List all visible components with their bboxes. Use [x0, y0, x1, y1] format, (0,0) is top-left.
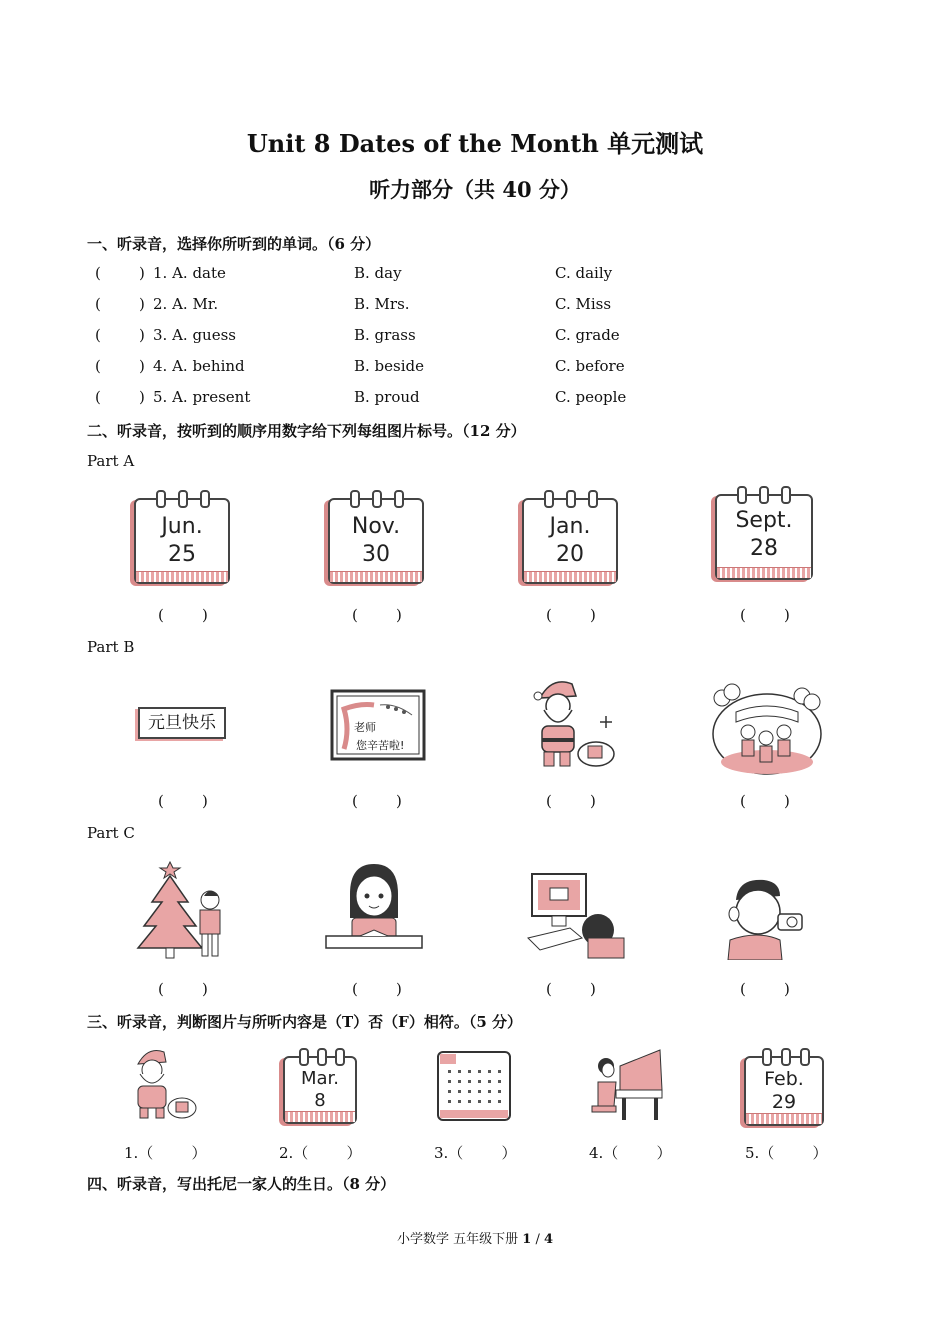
- option-a: 2. A. Mr.: [153, 295, 219, 313]
- santa-small-icon: [124, 1044, 200, 1122]
- footer-page: 1: [522, 1232, 532, 1247]
- tf-answer-3[interactable]: 3.（ ）: [434, 1144, 517, 1162]
- calendar-month: Mar.: [300, 1068, 340, 1089]
- option-c: C. before: [555, 357, 625, 375]
- calendar-day: 30: [362, 542, 390, 567]
- option-c: C. people: [555, 388, 627, 406]
- answer-blank[interactable]: ( ): [95, 357, 145, 375]
- christmas-tree-icon: [134, 860, 234, 962]
- girl-playing-piano-image: [586, 1046, 666, 1124]
- part-b-label: Part B: [87, 638, 135, 656]
- calendar-day: 20: [556, 542, 584, 567]
- answer-blank[interactable]: ( ): [546, 980, 596, 998]
- new-year-banner-image: [134, 703, 230, 743]
- tf-answer-5[interactable]: 5.（ ）: [745, 1144, 828, 1162]
- card-line-1: 老师: [354, 721, 376, 734]
- answer-blank[interactable]: ( ): [352, 606, 402, 624]
- footer-total: 4: [543, 1232, 554, 1247]
- calendar-nov-30: [328, 490, 424, 584]
- option-b: B. beside: [354, 357, 425, 375]
- option-b: B. day: [354, 264, 402, 282]
- tf-answer-1[interactable]: 1.（ ）: [124, 1144, 207, 1162]
- option-a: 4. A. behind: [153, 357, 245, 375]
- calendar-month: Jun.: [161, 514, 203, 539]
- santa-small-image: [124, 1044, 200, 1122]
- page-title: Unit 8 Dates of the Month 单元测试: [246, 129, 704, 158]
- option-b: B. Mrs.: [354, 295, 410, 313]
- calendar-jun-25: [134, 490, 230, 584]
- option-a: 5. A. present: [153, 388, 251, 406]
- answer-blank[interactable]: ( ): [95, 264, 145, 282]
- answer-blank[interactable]: ( ): [95, 295, 145, 313]
- girl-at-desk-icon: [324, 858, 424, 960]
- tf-answer-2[interactable]: 2.（ ）: [279, 1144, 362, 1162]
- balloons-children-icon: [706, 682, 828, 778]
- calendar-day: 29: [771, 1091, 797, 1113]
- answer-blank[interactable]: ( ): [158, 606, 208, 624]
- month-grid-calendar-image: [434, 1046, 514, 1124]
- calendar-day: 25: [168, 542, 196, 567]
- camera-boy-icon: [720, 874, 810, 960]
- calendar-month: Jan.: [549, 514, 591, 539]
- boy-taking-photo-image: [720, 874, 810, 960]
- section4-heading: 四、听录音，写出托尼一家人的生日。（8 分）: [87, 1175, 396, 1193]
- computer-user-image: [526, 868, 630, 960]
- page-subtitle: 听力部分（共 40 分）: [369, 177, 581, 202]
- answer-blank[interactable]: ( ): [740, 606, 790, 624]
- calendar-month: Nov.: [351, 514, 401, 539]
- teachers-day-card-image: [330, 689, 426, 761]
- option-c: C. daily: [555, 264, 613, 282]
- page-footer: [0, 1228, 950, 1247]
- answer-blank[interactable]: ( ): [740, 792, 790, 810]
- answer-blank[interactable]: ( ): [95, 326, 145, 344]
- calendar-jan-20: [522, 490, 618, 584]
- answer-blank[interactable]: ( ): [352, 980, 402, 998]
- card-line-2: 您辛苦啦!: [356, 739, 405, 752]
- santa-claus-image: [520, 676, 620, 772]
- answer-blank[interactable]: ( ): [158, 980, 208, 998]
- part-c-label: Part C: [87, 824, 135, 842]
- childrens-day-image: [706, 682, 828, 778]
- section3-heading: 三、听录音，判断图片与所听内容是（T）否（F）相符。（5 分）: [87, 1013, 522, 1031]
- section1-heading: 一、听录音，选择你所听到的单词。（6 分）: [87, 235, 381, 253]
- answer-blank[interactable]: ( ): [546, 606, 596, 624]
- answer-blank[interactable]: ( ): [95, 388, 145, 406]
- part-a-label: Part A: [87, 452, 135, 470]
- tf-answer-4[interactable]: 4.（ ）: [589, 1144, 672, 1162]
- calendar-feb-29: [744, 1048, 824, 1126]
- piano-icon: [586, 1046, 666, 1124]
- answer-blank[interactable]: ( ): [158, 792, 208, 810]
- computer-icon: [526, 868, 630, 960]
- option-a: 1. A. date: [153, 264, 226, 282]
- calendar-sept-28: [715, 486, 813, 580]
- option-c: C. grade: [555, 326, 620, 344]
- christmas-tree-image: [134, 860, 234, 962]
- calendar-month: Feb.: [764, 1068, 804, 1090]
- calendar-day: 8: [314, 1090, 326, 1111]
- calendar-mar-8: [283, 1048, 357, 1124]
- answer-blank[interactable]: ( ): [546, 792, 596, 810]
- calendar-month: Sept.: [735, 508, 793, 533]
- month-calendar-icon: [434, 1046, 514, 1124]
- answer-blank[interactable]: ( ): [352, 792, 402, 810]
- section2-heading: 二、听录音，按听到的顺序用数字给下列每组图片标号。（12 分）: [87, 422, 526, 440]
- option-b: B. grass: [354, 326, 416, 344]
- footer-text: 小学数学 五年级下册: [396, 1232, 519, 1247]
- calendar-day: 28: [750, 536, 778, 561]
- answer-blank[interactable]: ( ): [740, 980, 790, 998]
- option-c: C. Miss: [555, 295, 612, 313]
- girl-reading-image: [324, 858, 424, 960]
- santa-icon: [520, 676, 620, 772]
- option-a: 3. A. guess: [153, 326, 236, 344]
- footer-sep: /: [531, 1232, 544, 1247]
- option-b: B. proud: [354, 388, 420, 406]
- banner-text: 元旦快乐: [138, 707, 226, 739]
